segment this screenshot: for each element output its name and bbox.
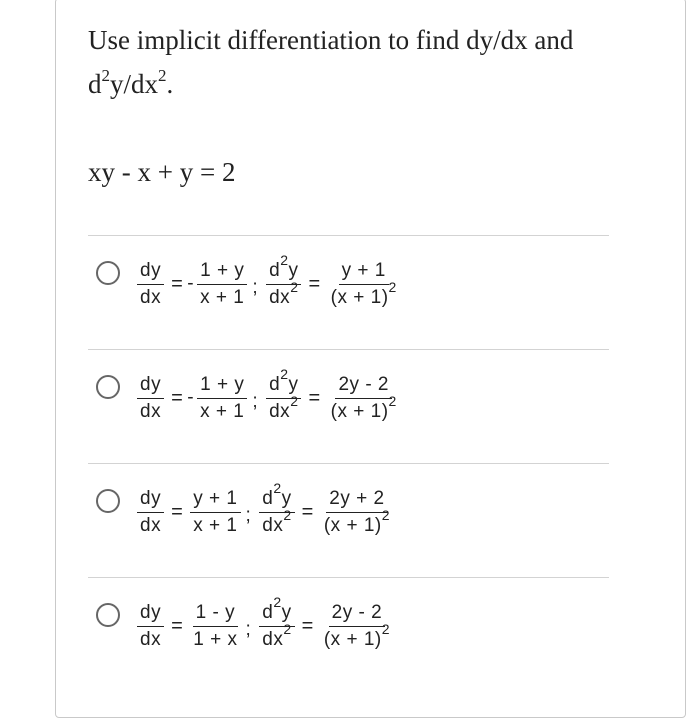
question-prompt: Use implicit differentiation to find dy/dx and $d^2y/dx^2$. [88,25,574,99]
answer-option-3[interactable] [88,472,609,552]
answer-option-1[interactable] [88,244,609,324]
divider [88,235,609,236]
option-expression: $\frac{dy}{dx}$ = $\frac{1 - y}{1 + x}$ ; $\frac{d^2y}{dx^2}$ = $\frac{2y - 2}{(x + 1)^2}$ [134,601,396,652]
option-expression: $\frac{dy}{dx}$ = - $\frac{1 + y}{x + 1}$ ; $\frac{d^2y}{dx^2}$ = $\frac{y + 1}{(x + 1)^2}$ [134,259,403,310]
radio-button[interactable] [96,375,120,399]
answer-option-4[interactable] [88,586,609,666]
given-equation: xy - x + y = 2 [88,157,236,187]
divider [88,463,609,464]
radio-button[interactable] [96,261,120,285]
radio-button[interactable] [96,603,120,627]
divider [88,349,609,350]
divider [88,577,609,578]
radio-button[interactable] [96,489,120,513]
option-expression: $\frac{dy}{dx}$ = $\frac{y + 1}{x + 1}$ ; $\frac{d^2y}{dx^2}$ = $\frac{2y + 2}{(x + 1)^2}$ [134,487,396,538]
option-expression: $\frac{dy}{dx}$ = - $\frac{1 + y}{x + 1}$ ; $\frac{d^2y}{dx^2}$ = $\frac{2y - 2}{(x + 1)^2}$ [134,373,403,424]
answer-option-2[interactable] [88,358,609,438]
